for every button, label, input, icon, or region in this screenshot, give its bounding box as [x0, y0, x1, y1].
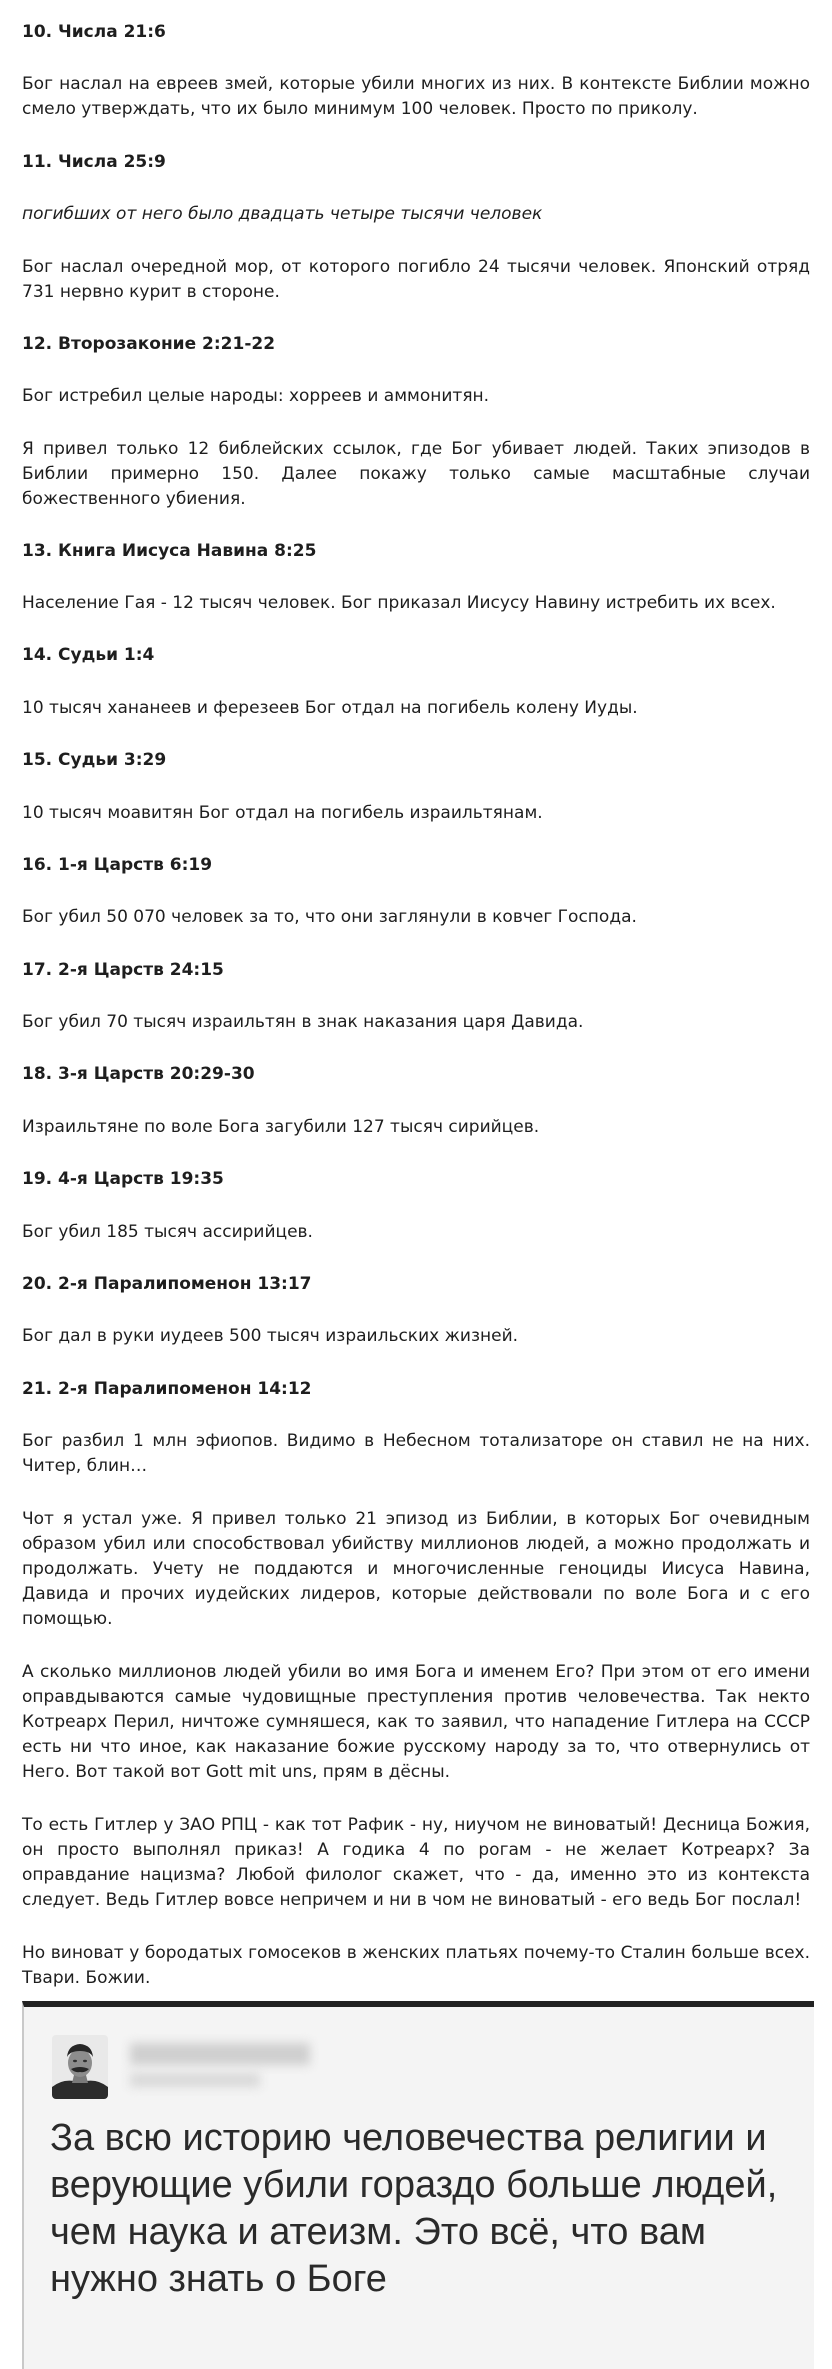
- portrait-avatar-icon: [52, 2035, 108, 2099]
- section-heading: 14. Судьи 1:4: [22, 645, 155, 665]
- paragraph: То есть Гитлер у ЗАО РПЦ - как тот Рафик - ну, ниучом не виноватый! Десница Божия, он просто выполнял приказ! А годика 4 по рогам - не желает Котреарх? За оправдание нацизма? Любой филолог скажет, что - да, именно это из контекста следует. Ведь Гитлер вовсе непричем и ни в чом не виноватый - его ведь Бог послал!: [22, 1815, 810, 1910]
- paragraph: 10 тысяч моавитян Бог отдал на погибель израильтянам.: [22, 803, 543, 823]
- paragraph: Бог наслал на евреев змей, которые убили многих из них. В контексте Библии можно смело утверждать, что их было минимум 100 человек. Просто по приколу.: [22, 74, 810, 119]
- paragraph: Бог наслал очередной мор, от которого погибло 24 тысячи человек. Японский отряд 731 нервно курит в стороне.: [22, 257, 810, 302]
- section-heading: 17. 2-я Царств 24:15: [22, 960, 224, 980]
- paragraph: Бог убил 50 070 человек за то, что они заглянули в ковчег Господа.: [22, 907, 637, 927]
- section-heading: 19. 4-я Царств 19:35: [22, 1169, 224, 1189]
- paragraph: А сколько миллионов людей убили во имя Бога и именем Его? При этом от его имени оправдываются самые чудовищные преступления против человечества. Так некто Котреарх Перил, ничтоже сумняшеся, как то заявил, что нападение Гитлера на СССР есть ни что иное, как наказание божие русскому народу за то, что отвернулись от Него. Вот такой вот Gott mit uns, прям в дёсны.: [22, 1662, 810, 1782]
- blurred-author-name: [130, 2043, 310, 2065]
- section-heading: 16. 1-я Царств 6:19: [22, 855, 213, 875]
- section-heading: 18. 3-я Царств 20:29-30: [22, 1064, 255, 1084]
- section-heading: 13. Книга Иисуса Навина 8:25: [22, 541, 317, 561]
- paragraph: Бог убил 185 тысяч ассирийцев.: [22, 1222, 313, 1242]
- paragraph: Бог разбил 1 млн эфиопов. Видимо в Небесном тотализаторе он ставил не на них. Читер, блин…: [22, 1431, 810, 1476]
- section-heading: 20. 2-я Паралипоменон 13:17: [22, 1274, 312, 1294]
- section-heading: 11. Числа 25:9: [22, 152, 166, 172]
- blurred-author-handle: [130, 2073, 260, 2087]
- paragraph: Израильтяне по воле Бога загубили 127 тысяч сирийцев.: [22, 1117, 540, 1137]
- paragraph: Бог дал в руки иудеев 500 тысяч израильских жизней.: [22, 1326, 519, 1346]
- tweet-text: За всю историю человечества религии и верующие убили гораздо больше людей, чем наука и атеизм. Это всё, что вам нужно знать о Боге: [50, 2117, 778, 2300]
- paragraph: 10 тысяч хананеев и ферезеев Бог отдал на погибель колену Иуды.: [22, 698, 638, 718]
- tweet-screenshot: [22, 2001, 814, 2369]
- paragraph: Я привел только 12 библейских ссылок, где Бог убивает людей. Таких эпизодов в Библии примерно 150. Далее покажу только самые масштабные случаи божественного убиения.: [22, 439, 810, 509]
- section-heading: 10. Числа 21:6: [22, 22, 166, 42]
- paragraph: Бог убил 70 тысяч израильтян в знак наказания царя Давида.: [22, 1012, 584, 1032]
- section-heading: 21. 2-я Паралипоменон 14:12: [22, 1379, 312, 1399]
- paragraph: Но виноват у бородатых гомосеков в женских платьях почему-то Сталин больше всех. Твари. Божии.: [22, 1943, 810, 1988]
- section-heading: 12. Второзаконие 2:21-22: [22, 334, 276, 354]
- paragraph: Бог истребил целые народы: хорреев и аммонитян.: [22, 386, 490, 406]
- paragraph: Население Гая - 12 тысяч человек. Бог приказал Иисусу Навину истребить их всех.: [22, 593, 776, 613]
- section-heading: 15. Судьи 3:29: [22, 750, 167, 770]
- paragraph: Чот я устал уже. Я привел только 21 эпизод из Библии, в которых Бог очевидным образом убил или способствовал убийству миллионов людей, а можно продолжать и продолжать. Учету не поддаются и многочисленные геноциды Иисуса Навина, Давида и прочих иудейских лидеров, которые действовали по воле Бога и с его помощью.: [22, 1509, 810, 1629]
- bible-quote: погибших от него было двадцать четыре тысячи человек: [22, 204, 543, 224]
